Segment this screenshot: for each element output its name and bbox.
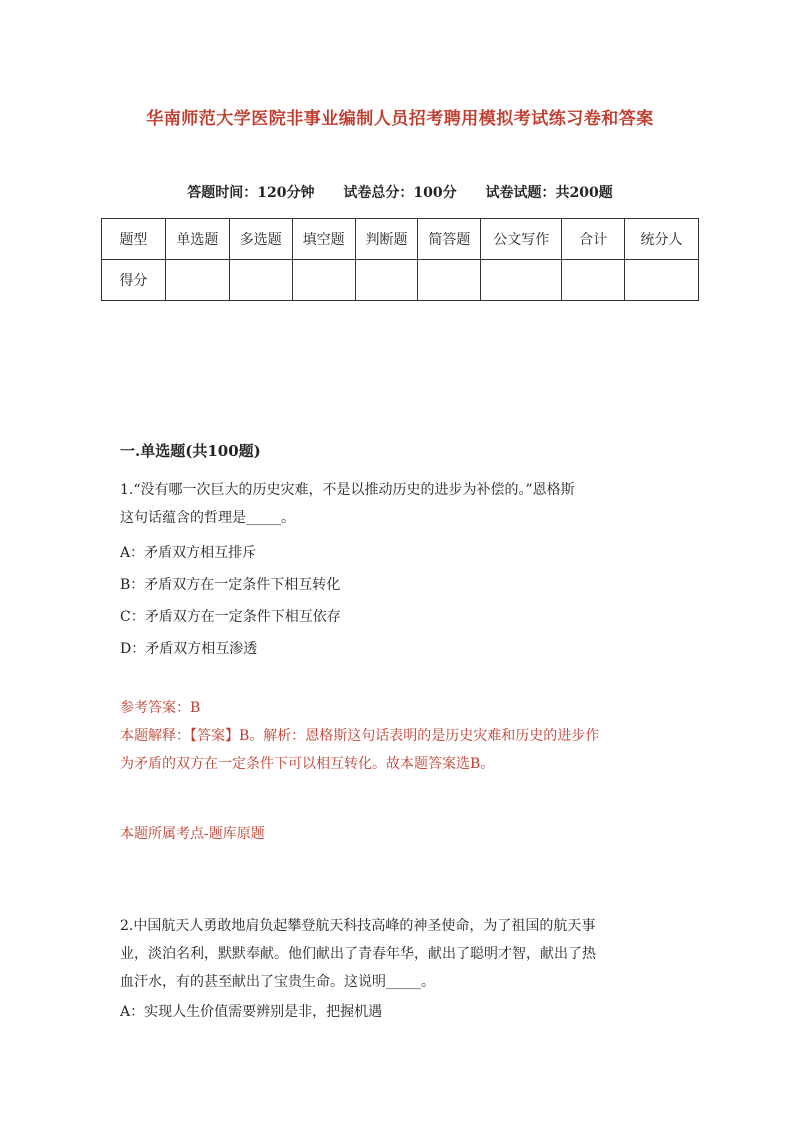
option-d: D：矛盾双方相互渗透 [120, 641, 258, 657]
option-b: B：矛盾双方在一定条件下相互转化 [120, 577, 341, 593]
score-cell [481, 260, 562, 301]
explanation-line: 为矛盾的双方在一定条件下可以相互转化。故本题答案选B。 [120, 756, 495, 772]
score-cell [418, 260, 481, 301]
score-table-header-cell: 判断题 [355, 219, 418, 260]
document-title: 华南师范大学医院非事业编制人员招考聘用模拟考试练习卷和答案 [146, 109, 654, 129]
reference-answer: 参考答案：B [120, 700, 201, 716]
question-stem-line: 业，淡泊名利，默默奉献。他们献出了青春年华，献出了聪明才智，献出了热 [120, 946, 596, 962]
question-stem-line: 这句话蕴含的哲理是_____。 [120, 510, 295, 526]
score-table-score-row [102, 260, 699, 301]
option-c: C：矛盾双方在一定条件下相互依存 [120, 609, 341, 625]
question-1-stem [120, 476, 680, 532]
score-table-header-cell: 单选题 [165, 219, 229, 260]
exam-time: 答题时间：120分钟 [187, 185, 315, 201]
score-row-label: 得分 [102, 260, 166, 301]
score-table-header-cell: 填空题 [292, 219, 355, 260]
section-heading: 一.单选题(共100题) [120, 442, 261, 460]
score-table-header-row [102, 219, 699, 260]
question-stem-line: 2.中国航天人勇敢地肩负起攀登航天科技高峰的神圣使命，为了祖国的航天事 [120, 918, 596, 934]
score-cell [165, 260, 229, 301]
question-1-answer [120, 694, 680, 778]
score-table [101, 218, 699, 301]
score-cell [562, 260, 625, 301]
option-a: A：矛盾双方相互排斥 [120, 545, 257, 561]
question-1-options [120, 537, 680, 665]
score-cell [355, 260, 418, 301]
score-cell [625, 260, 699, 301]
score-table-header-cell: 统分人 [625, 219, 699, 260]
exam-question-count: 试卷试题：共200题 [485, 185, 613, 201]
score-table-header-cell: 多选题 [229, 219, 292, 260]
exam-total-score: 试卷总分：100分 [343, 185, 457, 201]
exam-info [0, 182, 800, 202]
question-stem-line: 血汗水，有的甚至献出了宝贵生命。这说明_____。 [120, 974, 435, 990]
explanation-line: 本题解释：【答案】B。解析：恩格斯这句话表明的是历史灾难和历史的进步作 [120, 728, 600, 744]
score-table-header-cell: 合计 [562, 219, 625, 260]
question-stem-line: 1.“没有哪一次巨大的历史灾难，不是以推动历史的进步为补偿的。”恩格斯 [120, 482, 575, 498]
score-table-header-cell: 简答题 [418, 219, 481, 260]
score-table-header-cell: 题型 [102, 219, 166, 260]
question-2-stem [120, 912, 680, 1028]
score-cell [292, 260, 355, 301]
question-1-knowledge-point: 本题所属考点-题库原题 [120, 826, 265, 842]
option-a: A：实现人生价值需要辨别是非，把握机遇 [120, 1004, 383, 1020]
score-cell [229, 260, 292, 301]
score-table-header-cell: 公文写作 [481, 219, 562, 260]
